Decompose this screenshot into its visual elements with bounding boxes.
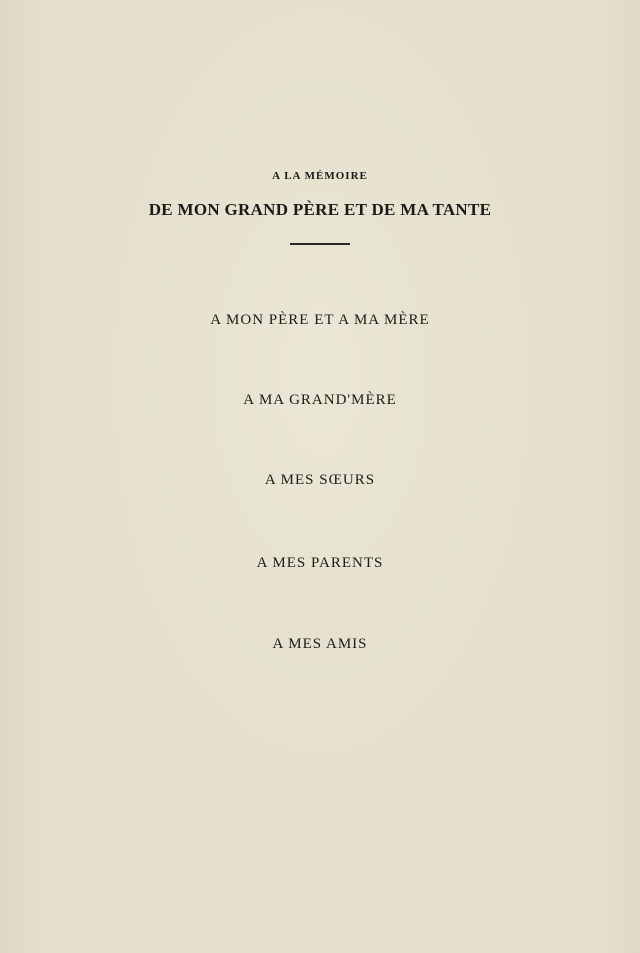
dedication-friends: A MES AMIS: [272, 636, 368, 652]
divider-rule: [290, 243, 350, 245]
dedication-parents: A MON PÈRE ET A MA MÈRE: [210, 312, 430, 328]
memorial-title: DE MON GRAND PÈRE ET DE MA TANTE: [148, 200, 492, 219]
dedication-sisters: A MES SŒURS: [264, 472, 376, 488]
memorial-intro: A LA MÉMOIRE: [272, 170, 368, 182]
dedication-grandmother: A MA GRAND'MÈRE: [243, 392, 397, 408]
dedication-relatives: A MES PARENTS: [256, 555, 384, 571]
